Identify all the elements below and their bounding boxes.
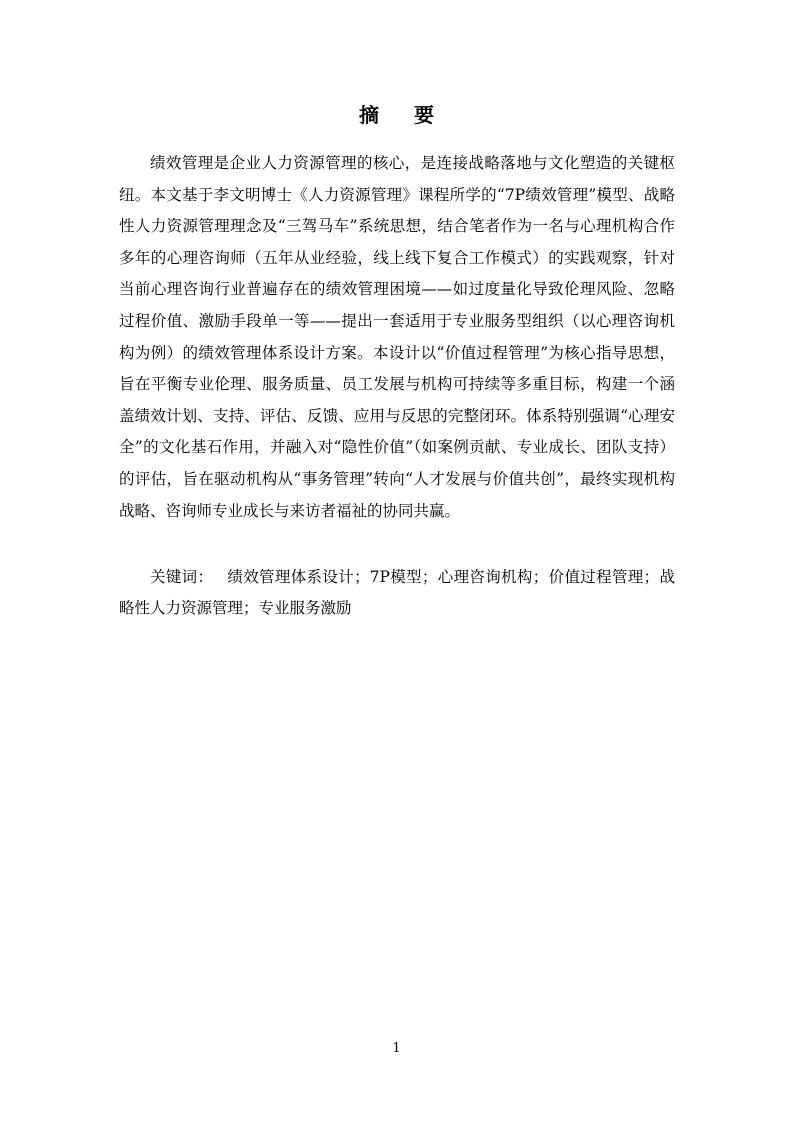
keywords-list: 绩效管理体系设计；7P模型；心理咨询机构；价值过程管理；战略性人力资源管理；专业服务激励 [119,568,675,617]
keywords-section [119,562,675,623]
abstract-title: 摘 要 [359,103,448,127]
page-number: 1 [392,1041,401,1056]
abstract-body: 绩效管理是企业人力资源管理的核心，是连接战略落地与文化塑造的关键枢纽。本文基于李文明博士《人力资源管理》课程所学的“7P绩效管理”模型、战略性人力资源管理理念及“三驾马车”系统思想，结合笔者作为一名与心理机构合作多年的心理咨询师（五年从业经验，线上线下复合工作模式）的实践观察，针对当前心理咨询行业普遍存在的绩效管理困境——如过度量化导致伦理风险、忽略过程价值、激励手段单一等——提出一套适用于专业服务型组织（以心理咨询机构为例）的绩效管理体系设计方案。本设计以“价值过程管理”为核心指导思想，旨在平衡专业伦理、服务质量、员工发展与机构可持续等多重目标，构建一个涵盖绩效计划、支持、评估、反馈、应用与反思的完整闭环。体系特别强调“心理安全”的文化基石作用，并融入对“隐性价值”（如案例贡献、专业成长、团队支持）的评估，旨在驱动机构从“事务管理”转向“人才发展与价值共创”，最终实现机构战略、咨询师专业成长与来访者福祉的协同共赢。 [119,154,675,520]
keywords-label: 关键词： [150,568,214,586]
